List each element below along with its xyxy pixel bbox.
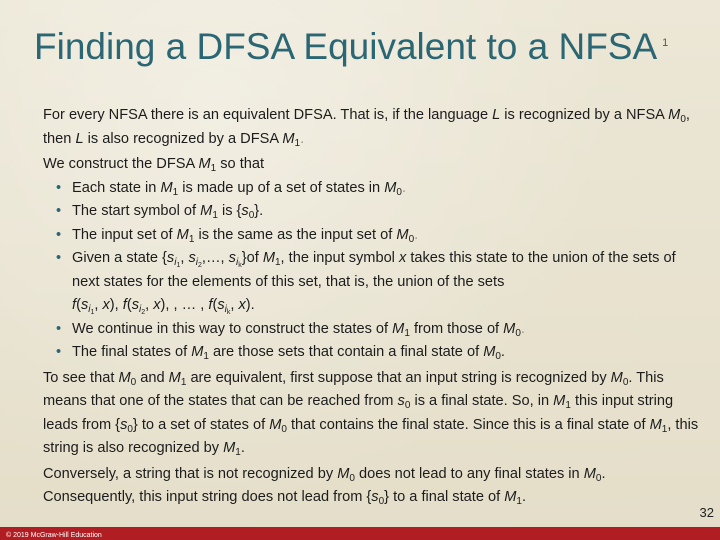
math-symbol: M [649,416,662,433]
text-span: . This means that one of the states that can be reached from [43,369,664,409]
text-span: We continue in this way to construct the states of [72,320,393,337]
bullet-transition [0,247,700,318]
text-span: } to a final state of [384,489,505,505]
text-span: are those sets that contain a final state of [208,344,484,360]
math-symbol: f [122,297,127,313]
math-symbol: M [668,107,681,123]
text-span: ( [126,297,132,313]
math-subscript: 1 [235,447,241,458]
text-span: is recognized by a NFSA [500,107,669,123]
text-span: ), [160,297,174,313]
math-subscript: 0 [349,472,355,484]
text-span: , [94,297,103,313]
bullet-continue [0,318,700,342]
equivalence-paragraph [0,367,700,461]
math-symbol: M [396,226,409,243]
text-span: is also recognized by a DFSA [83,130,283,147]
math-subscript: 2 [141,309,146,316]
math-symbol: M [160,179,173,196]
text-span: , [145,297,154,313]
text-span: ( [76,297,81,313]
math-symbol: i [174,257,177,268]
math-symbol: s [80,297,89,313]
text-span: is the same as the input set of [194,226,397,243]
math-subscript: 0 [495,351,501,362]
math-subscript: 1 [210,163,217,174]
text-span: }. [254,203,264,219]
math-subscript: 0 [378,496,385,507]
construction-bullets [0,177,700,365]
math-symbol: M [282,130,295,147]
math-subscript: 1 [188,233,195,245]
math-subscript: 1 [404,327,410,339]
text-span: is a final state. So, in [410,393,554,409]
text-span: . [521,489,527,505]
text-span: that contains the final state. Since this is a final state of [286,416,650,433]
math-symbol: i [235,257,239,268]
math-subscript: k [226,309,231,316]
text-span: Conversely, a string that is not recognized by [43,465,338,482]
math-symbol: s [120,416,128,433]
text-span: this input string leads from { [43,393,674,433]
text-span: does not lead to any final states in [354,465,584,482]
math-symbol: x [398,250,407,266]
math-symbol: M [503,320,516,337]
math-symbol: M [118,369,131,386]
text-span: Given a state { [72,250,167,266]
slide-title-index: 1 [662,36,669,49]
text-span: To see that [43,369,119,386]
text-span: are equivalent, first suppose that an input string is recognized by [186,369,611,386]
math-symbol: M [384,179,397,196]
math-subscript: 0 [396,186,402,198]
text-span: ( [212,297,218,313]
text-span: The start symbol of [72,203,201,219]
slide-title-text: Finding a DFSA Equivalent to a NFSA [34,26,658,67]
math-subscript: 0 [515,327,521,339]
math-symbol: M [337,465,350,482]
math-symbol: M [504,489,517,505]
slide-body [0,104,700,510]
math-subscript: 0 [408,233,415,245]
text-span: ), [109,297,123,313]
text-span: . [401,179,407,196]
copyright-footer: © 2019 McGraw-Hill Education [6,532,102,539]
text-span: . [520,320,525,337]
math-subscript: 0 [130,376,137,388]
math-symbol: M [176,226,189,243]
text-span: The input set of [72,226,177,243]
text-span: , [230,297,239,313]
text-span: . [300,130,305,147]
text-span: } to a set of states of [132,416,270,433]
text-span: The final states of [72,344,192,360]
text-span: }of [241,250,263,266]
text-span: ,…, [201,250,229,266]
math-subscript: 0 [622,376,629,388]
math-symbol: M [553,393,566,409]
footer-bar [0,527,720,540]
text-span: , this string is also recognized by [43,416,699,456]
math-symbol: x [153,297,161,313]
math-symbol: M [223,440,236,456]
math-subscript: 1 [212,210,218,221]
math-symbol: M [262,250,275,266]
math-symbol: x [102,297,110,313]
math-subscript: 0 [404,400,411,411]
page-number: 32 [699,505,714,520]
math-symbol: M [200,203,213,219]
math-symbol: L [492,107,501,123]
math-symbol: M [583,465,596,482]
conversely-paragraph [0,463,700,510]
math-subscript: 0 [680,114,686,125]
math-subscript: 1 [565,400,571,411]
math-subscript: 1 [176,262,181,269]
math-subscript: 1 [661,423,668,435]
bullet-start-symbol [0,200,700,224]
math-symbol: s [166,250,175,266]
bullet-final-states [0,341,700,365]
text-span: . [240,440,245,456]
text-span: , then [43,107,690,147]
text-span: . [414,226,419,243]
text-span: from those of [409,320,504,337]
text-span: is made up of a set of states in [178,179,385,196]
math-symbol: i [195,257,198,268]
text-span: Each state in [72,179,161,196]
math-subscript: 1 [294,137,301,149]
slide-title [34,26,694,68]
math-subscript: k [238,262,242,269]
math-symbol: s [228,250,236,266]
math-symbol: f [72,297,77,313]
math-symbol: i [139,304,142,315]
math-subscript: 1 [203,351,209,362]
math-subscript: 0 [281,423,287,435]
text-span: For every NFSA there is an equivalent DFSA. That is, if the language [43,107,493,123]
math-symbol: M [392,320,405,337]
bullet-states [0,177,700,201]
math-symbol: M [191,344,204,360]
math-symbol: s [217,297,225,313]
math-symbol: s [131,297,139,313]
math-symbol: i [88,304,91,315]
text-span: is { [217,203,242,219]
text-span: and [136,369,169,386]
text-span: . Consequently, this input string does not lead from { [43,465,606,505]
math-symbol: M [483,344,496,360]
construct-paragraph [0,153,700,177]
text-span: , … , [173,297,209,313]
math-symbol: M [168,369,181,386]
math-symbol: s [241,203,249,219]
text-span: so that [216,156,265,172]
math-symbol: M [610,369,623,386]
math-symbol: s [188,250,196,266]
text-span: We construct the DFSA [43,156,199,172]
text-span: takes this state to the union of the sets of next states for the elements of this set, that is, the union of the sets [72,250,676,290]
math-symbol: i [224,304,227,315]
text-span: ). [245,297,255,313]
math-symbol: f [208,297,213,313]
text-span: , [180,250,189,266]
math-subscript: 1 [90,309,95,316]
intro-paragraph [0,104,700,151]
math-symbol: s [371,489,379,505]
math-subscript: 0 [127,423,133,435]
math-symbol: L [75,130,84,147]
math-subscript: 0 [248,210,255,221]
math-symbol: x [238,297,246,313]
math-subscript: 2 [198,262,202,269]
math-subscript: 1 [180,376,187,388]
math-subscript: 1 [516,496,522,507]
text-span: , the input symbol [280,250,399,266]
text-span: . [500,344,505,360]
math-subscript: 1 [274,257,281,268]
math-symbol: M [269,416,282,433]
math-symbol: M [198,156,211,172]
math-subscript: 1 [172,186,179,198]
math-subscript: 0 [595,472,602,484]
bullet-input-set [0,224,700,248]
math-symbol: s [397,393,405,409]
